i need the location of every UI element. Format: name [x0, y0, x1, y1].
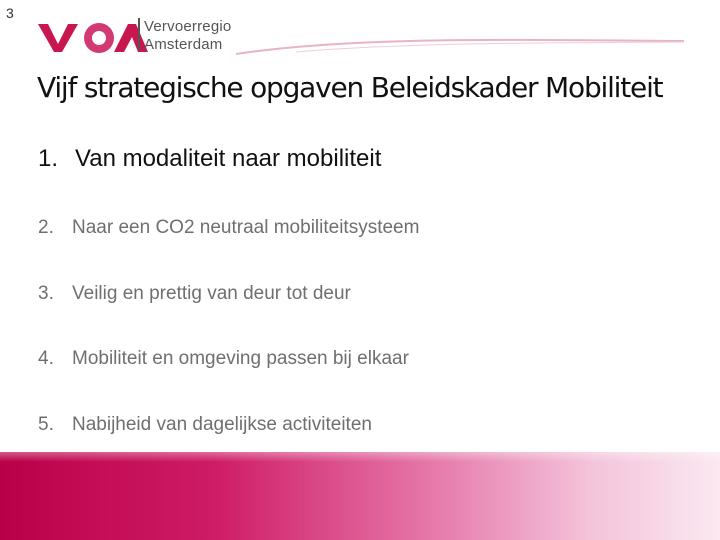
footer-band-highlight: [0, 452, 720, 462]
item-number: 2.: [38, 217, 54, 238]
slide-title: Vijf strategische opgaven Beleidskader Mobiliteit: [37, 71, 663, 104]
vra-logo-mark: [36, 14, 696, 58]
item-number: 1.: [38, 145, 59, 172]
item-number: 4.: [38, 348, 54, 369]
list-item-4: [38, 348, 409, 370]
item-number: 3.: [38, 283, 54, 304]
footer-gradient-band: [0, 452, 720, 540]
list-item-1: [38, 145, 381, 173]
logo-line-1: Vervoerregio: [144, 18, 232, 35]
list-item-2: [38, 217, 419, 239]
slide-number: 3: [6, 5, 14, 21]
item-text: Veilig en prettig van deur tot deur: [72, 283, 351, 304]
list-item-5: [38, 414, 372, 436]
item-number: 5.: [38, 414, 54, 435]
vervoerregio-logo: [36, 14, 696, 58]
logo-line-2: Amsterdam: [144, 36, 223, 53]
list-item-3: [38, 283, 351, 305]
item-text: Van modaliteit naar mobiliteit: [75, 145, 382, 172]
logo-wordmark: [144, 18, 231, 54]
item-text: Nabijheid van dagelijkse activiteiten: [72, 414, 372, 435]
item-text: Naar een CO2 neutraal mobiliteitsysteem: [72, 217, 420, 238]
item-text: Mobiliteit en omgeving passen bij elkaar: [72, 348, 409, 369]
